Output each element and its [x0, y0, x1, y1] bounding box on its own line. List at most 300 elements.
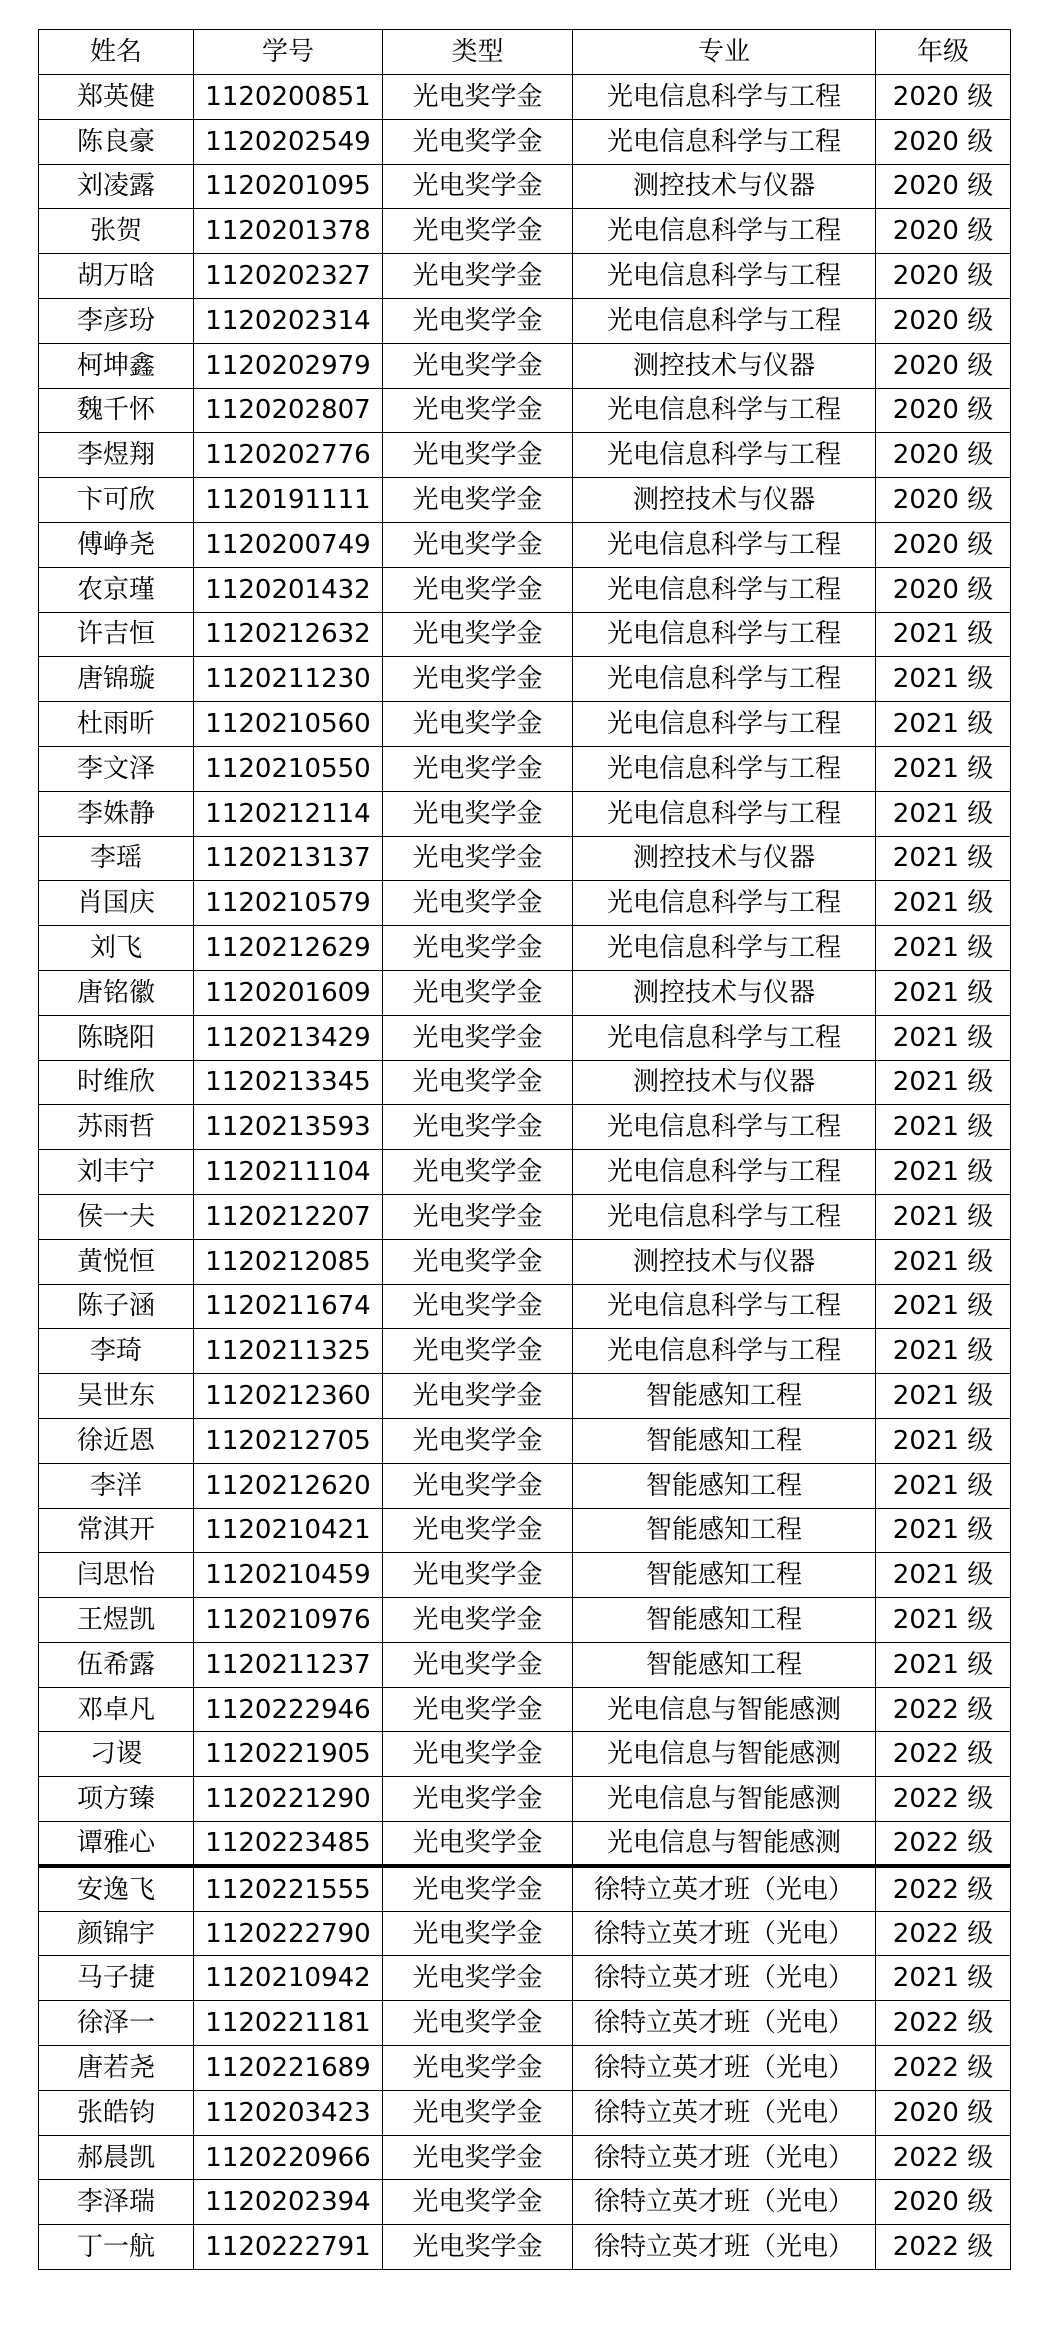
cell-name: 徐近恩 — [39, 1418, 194, 1463]
cell-name: 肖国庆 — [39, 881, 194, 926]
cell-major: 徐特立英才班（光电） — [573, 2135, 876, 2180]
cell-name: 项方臻 — [39, 1777, 194, 1822]
table-row — [39, 209, 1011, 254]
table-row — [39, 164, 1011, 209]
cell-grade: 2021 级 — [876, 657, 1011, 702]
cell-student-id: 1120211674 — [194, 1284, 383, 1329]
cell-name: 时维欣 — [39, 1060, 194, 1105]
cell-major: 光电信息科学与工程 — [573, 433, 876, 478]
cell-major: 光电信息科学与工程 — [573, 298, 876, 343]
cell-major: 测控技术与仪器 — [573, 164, 876, 209]
cell-name: 马子捷 — [39, 1956, 194, 2001]
cell-type: 光电奖学金 — [383, 478, 573, 523]
cell-grade: 2022 级 — [876, 2225, 1011, 2270]
cell-grade: 2020 级 — [876, 433, 1011, 478]
cell-student-id: 1120213137 — [194, 836, 383, 881]
cell-grade: 2021 级 — [876, 746, 1011, 791]
cell-type: 光电奖学金 — [383, 2090, 573, 2135]
cell-type: 光电奖学金 — [383, 791, 573, 836]
cell-student-id: 1120212360 — [194, 1374, 383, 1419]
cell-major: 光电信息科学与工程 — [573, 926, 876, 971]
cell-type: 光电奖学金 — [383, 1866, 573, 1911]
cell-major: 徐特立英才班（光电） — [573, 1911, 876, 1956]
cell-major: 智能感知工程 — [573, 1418, 876, 1463]
table-row — [39, 388, 1011, 433]
cell-type: 光电奖学金 — [383, 298, 573, 343]
cell-name: 苏雨哲 — [39, 1105, 194, 1150]
table-row — [39, 1194, 1011, 1239]
table-row — [39, 2180, 1011, 2225]
cell-type: 光电奖学金 — [383, 2001, 573, 2046]
cell-student-id: 1120201609 — [194, 970, 383, 1015]
cell-student-id: 1120202394 — [194, 2180, 383, 2225]
table-row — [39, 1284, 1011, 1329]
cell-student-id: 1120210976 — [194, 1598, 383, 1643]
cell-major: 光电信息与智能感测 — [573, 1687, 876, 1732]
cell-type: 光电奖学金 — [383, 1015, 573, 1060]
cell-grade: 2021 级 — [876, 836, 1011, 881]
cell-grade: 2021 级 — [876, 1284, 1011, 1329]
cell-grade: 2021 级 — [876, 970, 1011, 1015]
cell-name: 李彦玢 — [39, 298, 194, 343]
cell-student-id: 1120221181 — [194, 2001, 383, 2046]
cell-name: 侯一夫 — [39, 1194, 194, 1239]
table-row — [39, 612, 1011, 657]
cell-grade: 2022 级 — [876, 2001, 1011, 2046]
cell-name: 卞可欣 — [39, 478, 194, 523]
cell-grade: 2021 级 — [876, 702, 1011, 747]
cell-type: 光电奖学金 — [383, 1194, 573, 1239]
cell-name: 张皓钧 — [39, 2090, 194, 2135]
cell-student-id: 1120200851 — [194, 75, 383, 120]
cell-type: 光电奖学金 — [383, 881, 573, 926]
cell-major: 智能感知工程 — [573, 1508, 876, 1553]
cell-major: 光电信息与智能感测 — [573, 1732, 876, 1777]
cell-name: 李姝静 — [39, 791, 194, 836]
cell-student-id: 1120212114 — [194, 791, 383, 836]
cell-type: 光电奖学金 — [383, 2135, 573, 2180]
cell-student-id: 1120213345 — [194, 1060, 383, 1105]
cell-name: 傅峥尧 — [39, 522, 194, 567]
cell-name: 邓卓凡 — [39, 1687, 194, 1732]
cell-name: 安逸飞 — [39, 1866, 194, 1911]
cell-major: 智能感知工程 — [573, 1463, 876, 1508]
cell-student-id: 1120211230 — [194, 657, 383, 702]
table-row — [39, 1418, 1011, 1463]
table-row — [39, 1150, 1011, 1195]
cell-type: 光电奖学金 — [383, 1553, 573, 1598]
table-row — [39, 343, 1011, 388]
cell-major: 智能感知工程 — [573, 1374, 876, 1419]
cell-name: 唐锦璇 — [39, 657, 194, 702]
cell-name: 徐泽一 — [39, 2001, 194, 2046]
cell-grade: 2021 级 — [876, 1508, 1011, 1553]
cell-grade: 2021 级 — [876, 1374, 1011, 1419]
cell-grade: 2020 级 — [876, 254, 1011, 299]
table-row — [39, 1642, 1011, 1687]
cell-major: 光电信息科学与工程 — [573, 1150, 876, 1195]
table-row — [39, 567, 1011, 612]
table-row — [39, 2090, 1011, 2135]
cell-grade: 2020 级 — [876, 567, 1011, 612]
cell-student-id: 1120212620 — [194, 1463, 383, 1508]
cell-major: 光电信息科学与工程 — [573, 254, 876, 299]
table-row — [39, 791, 1011, 836]
header-student-id: 学号 — [194, 30, 383, 75]
cell-grade: 2021 级 — [876, 1956, 1011, 2001]
cell-student-id: 1120213429 — [194, 1015, 383, 1060]
cell-grade: 2020 级 — [876, 478, 1011, 523]
cell-major: 测控技术与仪器 — [573, 478, 876, 523]
cell-type: 光电奖学金 — [383, 1060, 573, 1105]
cell-major: 光电信息科学与工程 — [573, 702, 876, 747]
cell-name: 唐铭徽 — [39, 970, 194, 1015]
cell-grade: 2021 级 — [876, 1105, 1011, 1150]
cell-major: 测控技术与仪器 — [573, 836, 876, 881]
cell-student-id: 1120222946 — [194, 1687, 383, 1732]
cell-type: 光电奖学金 — [383, 1777, 573, 1822]
table-row — [39, 2001, 1011, 2046]
cell-grade: 2021 级 — [876, 1060, 1011, 1105]
cell-type: 光电奖学金 — [383, 657, 573, 702]
table-body — [39, 75, 1011, 2270]
cell-major: 光电信息科学与工程 — [573, 75, 876, 120]
table-row — [39, 836, 1011, 881]
cell-grade: 2022 级 — [876, 1732, 1011, 1777]
cell-student-id: 1120191111 — [194, 478, 383, 523]
cell-grade: 2020 级 — [876, 2090, 1011, 2135]
cell-grade: 2020 级 — [876, 119, 1011, 164]
table-row — [39, 657, 1011, 702]
table-row — [39, 1777, 1011, 1822]
cell-grade: 2022 级 — [876, 1822, 1011, 1867]
cell-grade: 2021 级 — [876, 1239, 1011, 1284]
cell-major: 光电信息科学与工程 — [573, 612, 876, 657]
cell-name: 唐若尧 — [39, 2046, 194, 2091]
cell-name: 常淇开 — [39, 1508, 194, 1553]
cell-type: 光电奖学金 — [383, 1956, 573, 2001]
cell-student-id: 1120203423 — [194, 2090, 383, 2135]
cell-major: 光电信息科学与工程 — [573, 1015, 876, 1060]
cell-name: 李煜翔 — [39, 433, 194, 478]
table-row — [39, 1105, 1011, 1150]
cell-type: 光电奖学金 — [383, 2180, 573, 2225]
cell-type: 光电奖学金 — [383, 1105, 573, 1150]
cell-major: 光电信息科学与工程 — [573, 1329, 876, 1374]
cell-name: 陈晓阳 — [39, 1015, 194, 1060]
cell-name: 谭雅心 — [39, 1822, 194, 1867]
table-row — [39, 2225, 1011, 2270]
cell-major: 光电信息科学与工程 — [573, 209, 876, 254]
cell-major: 测控技术与仪器 — [573, 343, 876, 388]
cell-major: 徐特立英才班（光电） — [573, 2046, 876, 2091]
cell-grade: 2021 级 — [876, 1329, 1011, 1374]
cell-major: 智能感知工程 — [573, 1642, 876, 1687]
table-row — [39, 2135, 1011, 2180]
cell-name: 闫思怡 — [39, 1553, 194, 1598]
cell-grade: 2021 级 — [876, 791, 1011, 836]
cell-student-id: 1120222790 — [194, 1911, 383, 1956]
cell-type: 光电奖学金 — [383, 1508, 573, 1553]
cell-grade: 2021 级 — [876, 1418, 1011, 1463]
cell-type: 光电奖学金 — [383, 746, 573, 791]
cell-major: 徐特立英才班（光电） — [573, 2001, 876, 2046]
table-row — [39, 1374, 1011, 1419]
table-row — [39, 1732, 1011, 1777]
table-row — [39, 1822, 1011, 1867]
table-row — [39, 1866, 1011, 1911]
cell-grade: 2022 级 — [876, 1866, 1011, 1911]
cell-major: 光电信息与智能感测 — [573, 1777, 876, 1822]
scholarship-table-container — [38, 29, 1010, 2270]
cell-type: 光电奖学金 — [383, 702, 573, 747]
cell-student-id: 1120213593 — [194, 1105, 383, 1150]
cell-major: 光电信息科学与工程 — [573, 881, 876, 926]
cell-name: 黄悦恒 — [39, 1239, 194, 1284]
cell-type: 光电奖学金 — [383, 836, 573, 881]
cell-student-id: 1120201432 — [194, 567, 383, 612]
cell-type: 光电奖学金 — [383, 1418, 573, 1463]
cell-name: 李文泽 — [39, 746, 194, 791]
cell-major: 徐特立英才班（光电） — [573, 1866, 876, 1911]
cell-name: 李瑶 — [39, 836, 194, 881]
table-row — [39, 1911, 1011, 1956]
cell-student-id: 1120212705 — [194, 1418, 383, 1463]
table-row — [39, 702, 1011, 747]
cell-grade: 2020 级 — [876, 522, 1011, 567]
cell-major: 光电信息科学与工程 — [573, 388, 876, 433]
header-grade: 年级 — [876, 30, 1011, 75]
cell-major: 智能感知工程 — [573, 1598, 876, 1643]
table-row — [39, 1060, 1011, 1105]
cell-student-id: 1120221689 — [194, 2046, 383, 2091]
cell-student-id: 1120210550 — [194, 746, 383, 791]
cell-student-id: 1120201378 — [194, 209, 383, 254]
cell-grade: 2021 级 — [876, 1194, 1011, 1239]
cell-student-id: 1120202776 — [194, 433, 383, 478]
cell-name: 杜雨昕 — [39, 702, 194, 747]
cell-major: 徐特立英才班（光电） — [573, 1956, 876, 2001]
cell-name: 张贺 — [39, 209, 194, 254]
cell-major: 光电信息科学与工程 — [573, 746, 876, 791]
table-row — [39, 1956, 1011, 2001]
cell-name: 陈子涵 — [39, 1284, 194, 1329]
cell-grade: 2020 级 — [876, 388, 1011, 433]
cell-type: 光电奖学金 — [383, 1732, 573, 1777]
cell-name: 颜锦宇 — [39, 1911, 194, 1956]
cell-grade: 2021 级 — [876, 926, 1011, 971]
cell-name: 郑英健 — [39, 75, 194, 120]
cell-type: 光电奖学金 — [383, 970, 573, 1015]
cell-student-id: 1120212632 — [194, 612, 383, 657]
cell-grade: 2021 级 — [876, 1553, 1011, 1598]
cell-type: 光电奖学金 — [383, 1329, 573, 1374]
table-row — [39, 970, 1011, 1015]
cell-type: 光电奖学金 — [383, 119, 573, 164]
cell-major: 光电信息科学与工程 — [573, 1284, 876, 1329]
cell-name: 农京瑾 — [39, 567, 194, 612]
cell-grade: 2022 级 — [876, 1687, 1011, 1732]
cell-grade: 2022 级 — [876, 2135, 1011, 2180]
cell-student-id: 1120222791 — [194, 2225, 383, 2270]
cell-student-id: 1120211325 — [194, 1329, 383, 1374]
cell-type: 光电奖学金 — [383, 1642, 573, 1687]
cell-student-id: 1120210459 — [194, 1553, 383, 1598]
table-row — [39, 75, 1011, 120]
cell-major: 测控技术与仪器 — [573, 1239, 876, 1284]
table-row — [39, 926, 1011, 971]
cell-type: 光电奖学金 — [383, 1239, 573, 1284]
header-major: 专业 — [573, 30, 876, 75]
cell-student-id: 1120202314 — [194, 298, 383, 343]
cell-type: 光电奖学金 — [383, 1284, 573, 1329]
cell-student-id: 1120211237 — [194, 1642, 383, 1687]
cell-student-id: 1120220966 — [194, 2135, 383, 2180]
table-row — [39, 746, 1011, 791]
cell-student-id: 1120210421 — [194, 1508, 383, 1553]
cell-grade: 2020 级 — [876, 298, 1011, 343]
cell-grade: 2022 级 — [876, 2046, 1011, 2091]
cell-student-id: 1120202327 — [194, 254, 383, 299]
table-row — [39, 1239, 1011, 1284]
cell-name: 刘凌露 — [39, 164, 194, 209]
cell-grade: 2021 级 — [876, 1642, 1011, 1687]
cell-name: 丁一航 — [39, 2225, 194, 2270]
cell-grade: 2020 级 — [876, 164, 1011, 209]
cell-type: 光电奖学金 — [383, 1463, 573, 1508]
cell-major: 光电信息科学与工程 — [573, 119, 876, 164]
table-row — [39, 1598, 1011, 1643]
cell-grade: 2020 级 — [876, 209, 1011, 254]
cell-student-id: 1120212207 — [194, 1194, 383, 1239]
cell-type: 光电奖学金 — [383, 433, 573, 478]
cell-student-id: 1120210942 — [194, 1956, 383, 2001]
cell-name: 陈良豪 — [39, 119, 194, 164]
cell-type: 光电奖学金 — [383, 1687, 573, 1732]
cell-type: 光电奖学金 — [383, 75, 573, 120]
table-row — [39, 254, 1011, 299]
table-row — [39, 119, 1011, 164]
cell-major: 光电信息与智能感测 — [573, 1822, 876, 1867]
cell-type: 光电奖学金 — [383, 343, 573, 388]
cell-type: 光电奖学金 — [383, 388, 573, 433]
cell-major: 徐特立英才班（光电） — [573, 2225, 876, 2270]
cell-type: 光电奖学金 — [383, 1822, 573, 1867]
cell-major: 徐特立英才班（光电） — [573, 2090, 876, 2135]
cell-type: 光电奖学金 — [383, 1598, 573, 1643]
cell-major: 光电信息科学与工程 — [573, 791, 876, 836]
cell-student-id: 1120212629 — [194, 926, 383, 971]
table-row — [39, 1463, 1011, 1508]
cell-grade: 2021 级 — [876, 612, 1011, 657]
cell-name: 李洋 — [39, 1463, 194, 1508]
cell-student-id: 1120223485 — [194, 1822, 383, 1867]
cell-type: 光电奖学金 — [383, 926, 573, 971]
cell-name: 魏千怀 — [39, 388, 194, 433]
cell-grade: 2021 级 — [876, 1015, 1011, 1060]
table-row — [39, 1508, 1011, 1553]
cell-grade: 2021 级 — [876, 1463, 1011, 1508]
cell-major: 光电信息科学与工程 — [573, 567, 876, 612]
table-row — [39, 2046, 1011, 2091]
table-row — [39, 1015, 1011, 1060]
header-type: 类型 — [383, 30, 573, 75]
table-row — [39, 1329, 1011, 1374]
table-row — [39, 298, 1011, 343]
cell-name: 郝晨凯 — [39, 2135, 194, 2180]
cell-student-id: 1120202549 — [194, 119, 383, 164]
cell-student-id: 1120202807 — [194, 388, 383, 433]
cell-name: 吴世东 — [39, 1374, 194, 1419]
cell-type: 光电奖学金 — [383, 209, 573, 254]
cell-student-id: 1120210579 — [194, 881, 383, 926]
cell-type: 光电奖学金 — [383, 1374, 573, 1419]
cell-type: 光电奖学金 — [383, 567, 573, 612]
cell-grade: 2020 级 — [876, 75, 1011, 120]
cell-major: 光电信息科学与工程 — [573, 657, 876, 702]
cell-name: 刘丰宁 — [39, 1150, 194, 1195]
cell-grade: 2021 级 — [876, 1598, 1011, 1643]
cell-grade: 2022 级 — [876, 1911, 1011, 1956]
cell-type: 光电奖学金 — [383, 2046, 573, 2091]
cell-major: 智能感知工程 — [573, 1553, 876, 1598]
table-row — [39, 1553, 1011, 1598]
table-row — [39, 881, 1011, 926]
scholarship-table — [38, 29, 1011, 2270]
cell-name: 胡万晗 — [39, 254, 194, 299]
cell-major: 测控技术与仪器 — [573, 1060, 876, 1105]
cell-student-id: 1120211104 — [194, 1150, 383, 1195]
header-row — [39, 30, 1011, 75]
cell-type: 光电奖学金 — [383, 164, 573, 209]
cell-name: 王煜凯 — [39, 1598, 194, 1643]
cell-name: 李琦 — [39, 1329, 194, 1374]
cell-type: 光电奖学金 — [383, 522, 573, 567]
cell-grade: 2021 级 — [876, 1150, 1011, 1195]
cell-student-id: 1120212085 — [194, 1239, 383, 1284]
table-row — [39, 1687, 1011, 1732]
cell-type: 光电奖学金 — [383, 612, 573, 657]
cell-grade: 2020 级 — [876, 343, 1011, 388]
table-row — [39, 522, 1011, 567]
cell-grade: 2021 级 — [876, 881, 1011, 926]
cell-student-id: 1120202979 — [194, 343, 383, 388]
table-row — [39, 433, 1011, 478]
cell-major: 徐特立英才班（光电） — [573, 2180, 876, 2225]
cell-major: 测控技术与仪器 — [573, 970, 876, 1015]
cell-grade: 2022 级 — [876, 1777, 1011, 1822]
cell-type: 光电奖学金 — [383, 254, 573, 299]
cell-major: 光电信息科学与工程 — [573, 1105, 876, 1150]
cell-student-id: 1120221290 — [194, 1777, 383, 1822]
cell-student-id: 1120201095 — [194, 164, 383, 209]
cell-major: 光电信息科学与工程 — [573, 1194, 876, 1239]
cell-name: 李泽瑞 — [39, 2180, 194, 2225]
cell-type: 光电奖学金 — [383, 1150, 573, 1195]
cell-student-id: 1120221905 — [194, 1732, 383, 1777]
cell-name: 伍希露 — [39, 1642, 194, 1687]
cell-major: 光电信息科学与工程 — [573, 522, 876, 567]
cell-name: 刁谡 — [39, 1732, 194, 1777]
cell-type: 光电奖学金 — [383, 1911, 573, 1956]
cell-type: 光电奖学金 — [383, 2225, 573, 2270]
cell-student-id: 1120200749 — [194, 522, 383, 567]
cell-student-id: 1120221555 — [194, 1866, 383, 1911]
header-name: 姓名 — [39, 30, 194, 75]
cell-name: 刘飞 — [39, 926, 194, 971]
cell-student-id: 1120210560 — [194, 702, 383, 747]
cell-name: 许吉恒 — [39, 612, 194, 657]
